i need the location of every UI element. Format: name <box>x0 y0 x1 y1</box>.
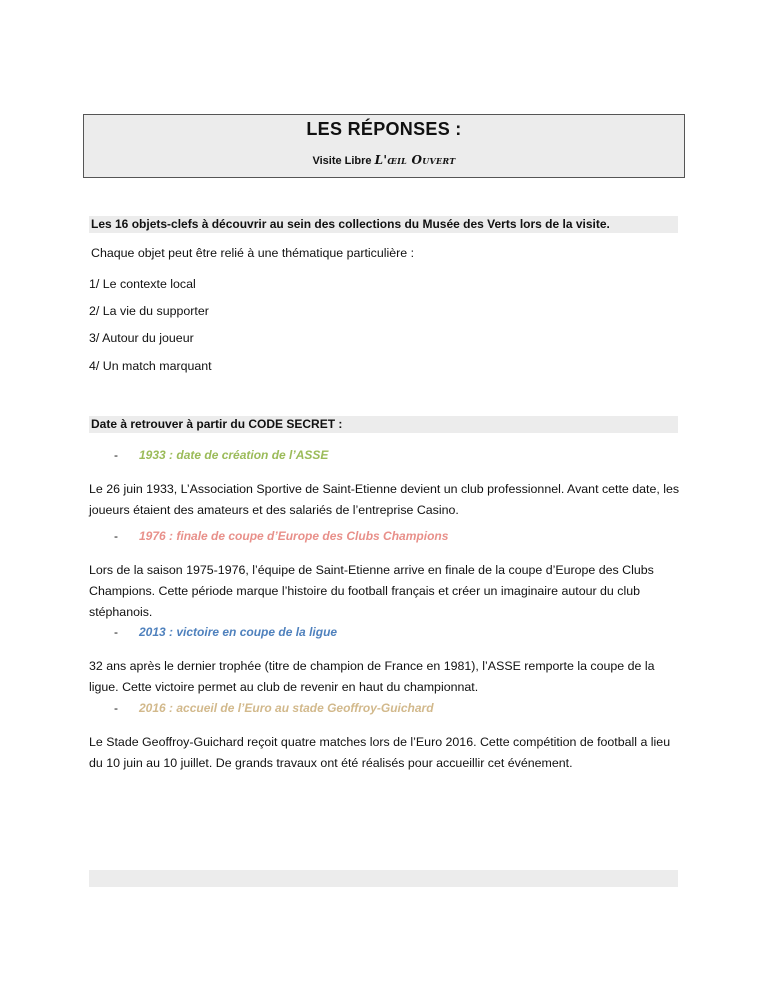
date-description: Lors de la saison 1975-1976, l’équipe de Saint-Etienne arrive en finale de la coupe d’Europe des Clubs Champions. Cette période marque l’histoire du football français et créer un imaginaire autour du club stéphanois. <box>89 563 654 619</box>
bullet-dash: - <box>114 701 118 715</box>
footer-band <box>89 870 678 887</box>
date-description: Le 26 juin 1933, L’Association Sportive de Saint-Etienne devient un club professionnel. Avant cette date, les joueurs étaient des amateurs et des salariés de l’entreprise Casino. <box>89 482 680 517</box>
dates-heading: Date à retrouver à partir du CODE SECRET : <box>89 416 678 433</box>
date-label: 2013 : victoire en coupe de la ligue <box>139 625 338 639</box>
date-description: 32 ans après le dernier trophée (titre de champion de France en 1981), l’ASSE remporte la coupe de la ligue. Cette victoire permet au club de revenir en haut du championnat. <box>89 659 655 694</box>
date-label: 1933 : date de création de l’ASSE <box>139 448 329 462</box>
title-box <box>83 114 685 178</box>
page-subtitle <box>84 153 684 167</box>
bullet-dash: - <box>114 529 118 543</box>
theme-item: 4/ Un match marquant <box>89 359 212 373</box>
theme-item: 1/ Le contexte local <box>89 277 196 291</box>
theme-item: 3/ Autour du joueur <box>89 331 194 345</box>
theme-item: 2/ La vie du supporter <box>89 304 209 318</box>
brand-name: L'œil Ouvert <box>374 153 456 167</box>
bullet-dash: - <box>114 448 118 462</box>
page-title: LES RÉPONSES : <box>306 119 462 139</box>
date-description: Le Stade Geoffroy-Guichard reçoit quatre matches lors de l’Euro 2016. Cette compétition de football a lieu du 10 juin au 10 juillet. De grands travaux ont été réalisés pour accueillir cet événement. <box>89 735 671 770</box>
date-label: 1976 : finale de coupe d’Europe des Clubs Champions <box>139 529 449 543</box>
date-label: 2016 : accueil de l’Euro au stade Geoffroy-Guichard <box>139 701 434 715</box>
objects-intro: Chaque objet peut être relié à une thématique particulière : <box>91 246 415 260</box>
bullet-dash: - <box>114 625 118 639</box>
subtitle-prefix: Visite Libre <box>312 155 372 167</box>
objects-heading: Les 16 objets-clefs à découvrir au sein des collections du Musée des Verts lors de la visite. <box>89 216 678 233</box>
